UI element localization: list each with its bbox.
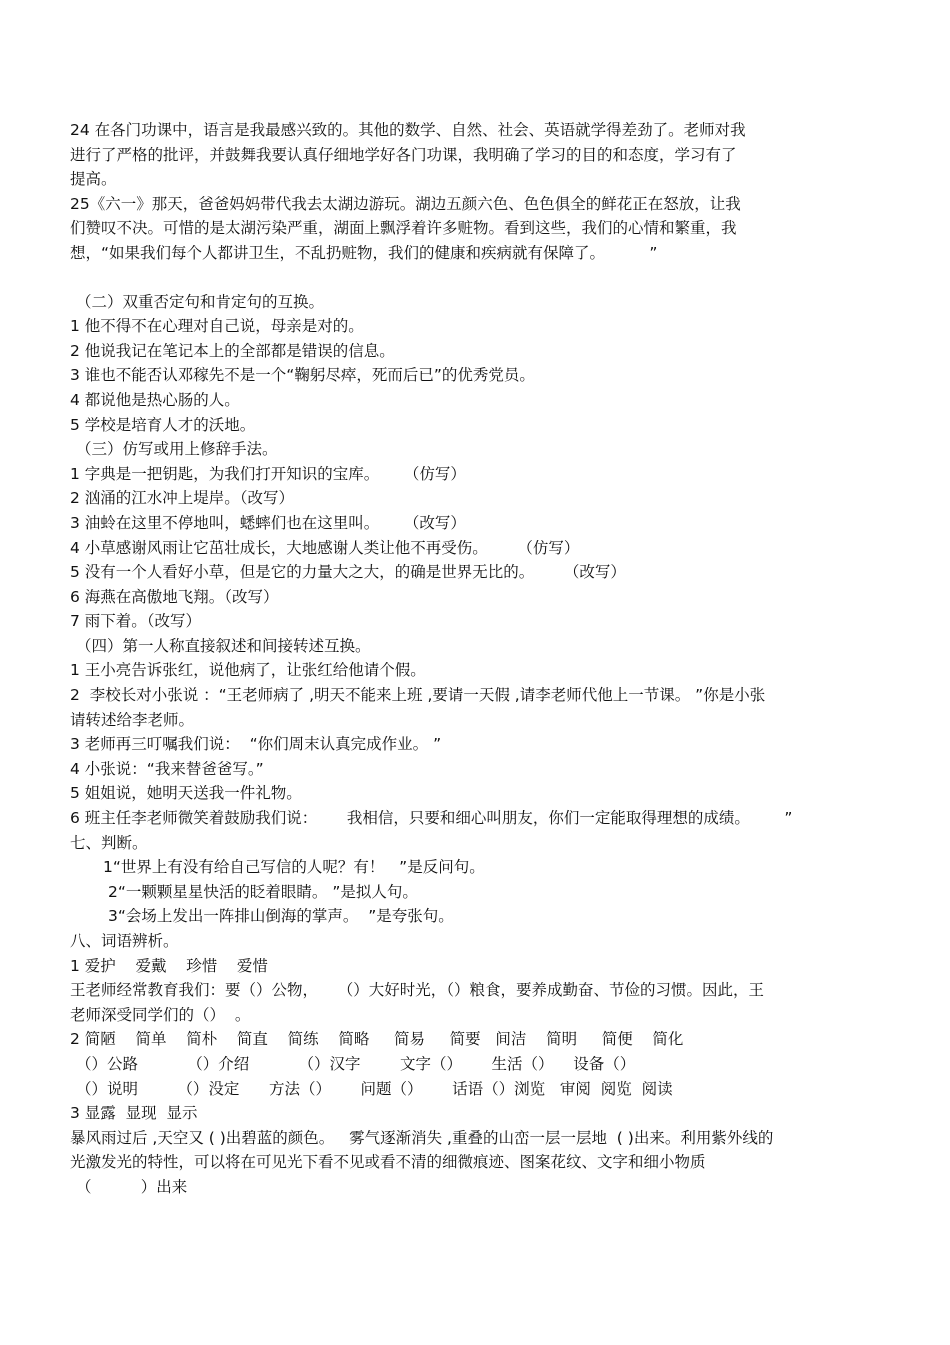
text-line: 2 汹涌的江水冲上堤岸。（改写） [70, 489, 295, 508]
text-line: 1 字典是一把钥匙，为我们打开知识的宝库。 （仿写） [70, 464, 466, 483]
text-line: 2“一颗颗星星快活的眨着眼睛。 ”是拟人句。 [108, 882, 418, 901]
text-line: 3“会场上发出一阵排山倒海的掌声。 ”是夸张句。 [108, 907, 454, 926]
text-line: 4 小张说：“我来替爸爸写。” [70, 759, 264, 778]
text-line: （ ）出来 [76, 1177, 188, 1196]
text-line: 2 他说我记在笔记本上的全部都是错误的信息。 [70, 341, 395, 360]
text-line: 暴风雨过后 ,天空又 ( )出碧蓝的颜色。 雾气逐渐消失 ,重叠的山峦一层一层地 ( )出来。利用紫外线的 [70, 1128, 774, 1147]
text-line: 1“世界上有没有给自己写信的人呢？有！ ”是反问句。 [103, 858, 485, 877]
text-line: 1 他不得不在心理对自己说，母亲是对的。 [70, 317, 364, 336]
text-line: 3 老师再三叮嘱我们说： “你们周末认真完成作业。 ” [70, 735, 442, 754]
section-heading: （三）仿写或用上修辞手法。 [76, 440, 278, 459]
text-line: 4 小草感谢风雨让它茁壮成长，大地感谢人类让他不再受伤。 （仿写） [70, 538, 580, 557]
text-line: 4 都说他是热心肠的人。 [70, 390, 240, 409]
text-line: 老师深受同学们的（） 。 [70, 1005, 251, 1024]
text-line: （）公路 （）介绍 （）汉字 文字（） 生活（） 设备（） [76, 1054, 636, 1073]
text-line: 3 显露 显现 显示 [70, 1104, 198, 1123]
text-line: 3 油蛉在这里不停地叫，蟋蟀们也在这里叫。 （改写） [70, 513, 466, 532]
text-line: 王老师经常教育我们：要（）公物， （）大好时光，（）粮食，要养成勤奋、节俭的习惯。因此，王 [70, 981, 764, 1000]
text-line: （）说明 （）没定 方法（） 问题（） 话语（）浏览 审阅 阅览 阅读 [76, 1079, 673, 1098]
text-line: 请转述给李老师。 [70, 710, 195, 729]
text-line: 5 学校是培育人才的沃地。 [70, 415, 256, 434]
text-line: 进行了严格的批评，并鼓舞我要认真仔细地学好各门功课，我明确了学习的目的和态度，学习有了 [70, 145, 737, 164]
text-line: 1 王小亮告诉张红，说他病了，让张红给他请个假。 [70, 661, 426, 680]
text-line: 们赞叹不决。可惜的是太湖污染严重，湖面上飘浮着许多赃物。看到这些，我们的心情和繁重，我 [70, 219, 737, 238]
text-line: 提高。 [70, 170, 117, 189]
text-line: 6 海燕在高傲地飞翔。（改写） [70, 587, 279, 606]
text-line: 5 没有一个人看好小草，但是它的力量大之大，的确是世界无比的。 （改写） [70, 563, 626, 582]
text-line: 2 简陋 简单 简朴 简直 简练 简略 简易 简要 间洁 简明 简便 简化 [70, 1030, 684, 1049]
text-line: 5 姐姐说，她明天送我一件礼物。 [70, 784, 302, 803]
document-page [70, 118, 890, 1200]
text-line: 2 李校长对小张说 ：“王老师病了 ,明天不能来上班 ,要请一天假 ,请李老师代他上一节课。 ”你是小张 [70, 686, 766, 705]
section-heading: （四）第一人称直接叙述和间接转述互换。 [76, 636, 371, 655]
text-line: 7 雨下着。（改写） [70, 612, 202, 631]
text-line: 25《六一》那天，爸爸妈妈带代我去太湖边游玩。湖边五颜六色、色色俱全的鲜花正在怒放，让我 [70, 194, 741, 213]
text-line: 3 谁也不能否认邓稼先不是一个“鞠躬尽瘁，死而后已”的优秀党员。 [70, 366, 535, 385]
text-line: 1 爱护 爱戴 珍惜 爱惜 [70, 956, 268, 975]
section-heading: （二）双重否定句和肯定句的互换。 [76, 292, 325, 311]
section-heading: 七、判断。 [70, 833, 148, 852]
text-line: 24 在各门功课中，语言是我最感兴致的。其他的数学、自然、社会、英语就学得差劲了。老师对我 [70, 121, 746, 139]
text-line: 想，“如果我们每个人都讲卫生，不乱扔赃物，我们的健康和疾病就有保障了。 ” [70, 243, 658, 262]
text-line: 光激发光的特性，可以将在可见光下看不见或看不清的细微痕迹、图案花纹、文字和细小物质 [70, 1153, 706, 1172]
text-line: 6 班主任李老师微笑着鼓励我们说： 我相信，只要和细心叫朋友，你们一定能取得理想的成绩。 ” [70, 809, 793, 828]
blank-line [70, 266, 890, 290]
section-heading: 八、词语辨析。 [70, 932, 179, 950]
